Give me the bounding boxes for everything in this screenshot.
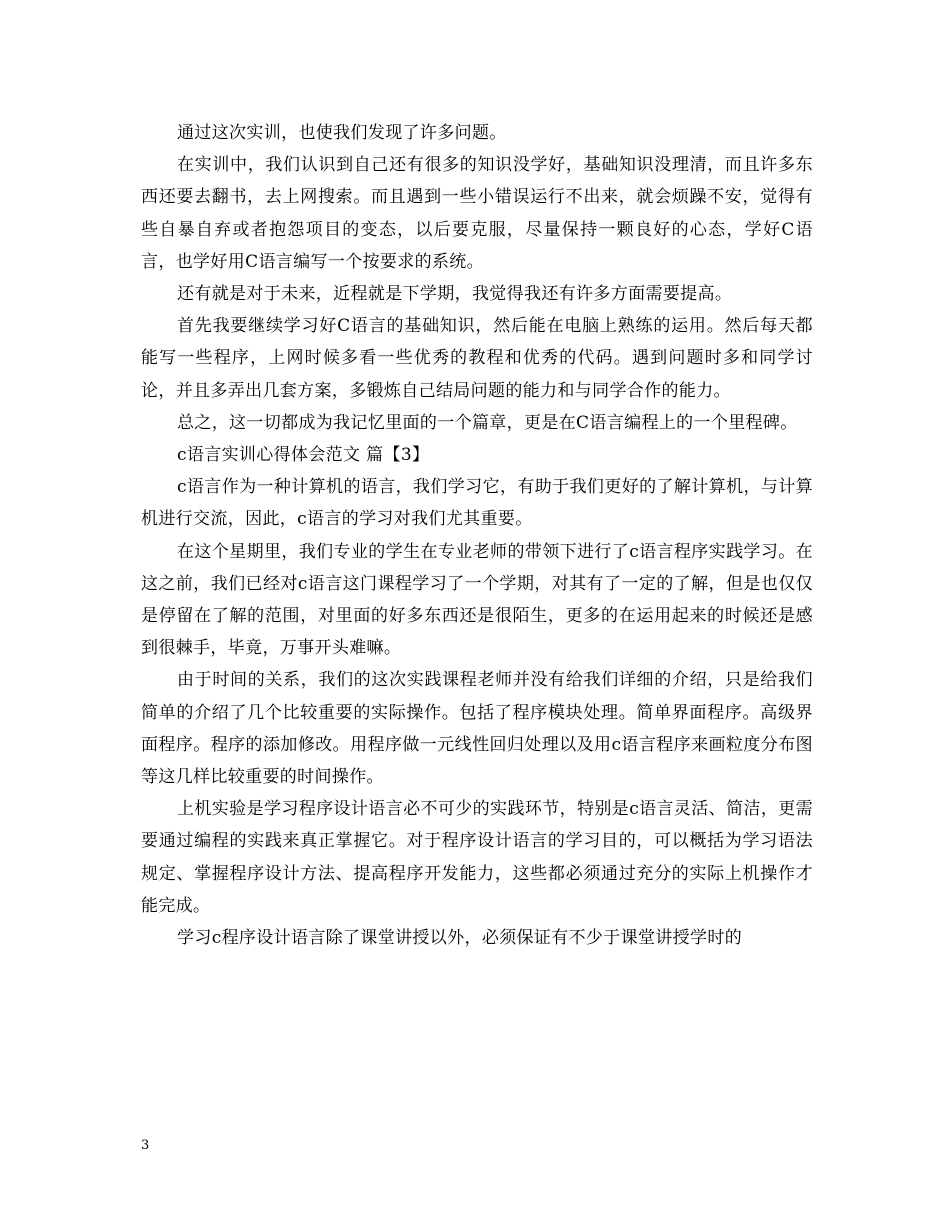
- paragraph: 上机实验是学习程序设计语言必不可少的实践环节，特别是c语言灵活、简洁，更需要通过编程的实践来真正掌握它。对于程序设计语言的学习目的，可以概括为学习语法规定、掌握程序设计方法、提高程序开发能力，这些都必须通过充分的实际上机操作才能完成。: [141, 799, 813, 916]
- paragraph: c语言作为一种计算机的语言，我们学习它，有助于我们更好的了解计算机，与计算机进行交流，因此，c语言的学习对我们尤其重要。: [141, 477, 813, 530]
- paragraph: 由于时间的关系，我们的这次实践课程老师并没有给我们详细的介绍，只是给我们简单的介绍了几个比较重要的实际操作。包括了程序模块处理。简单界面程序。高级界面程序。程序的添加修改。用程序做一元线性回归处理以及用c语言程序来画粒度分布图等这几样比较重要的时间操作。: [141, 670, 813, 788]
- paragraph: 总之，这一切都成为我记忆里面的一个篇章，更是在C语言编程上的一个里程碑。: [177, 412, 798, 433]
- paragraph: 学习c程序设计语言除了课堂讲授以外，必须保证有不少于课堂讲授学时的: [177, 928, 743, 949]
- paragraph: 通过这次实训，也使我们发现了许多问题。: [177, 123, 507, 143]
- section-heading: c语言实训心得体会范文 篇【3】: [177, 445, 430, 466]
- page-number: 3: [141, 1138, 150, 1153]
- paragraph: 在这个星期里，我们专业的学生在专业老师的带领下进行了c语言程序实践学习。在这之前，我们已经对c语言这门课程学习了一个学期，对其有了一定的了解，但是也仅仅是停留在了解的范围，对里面的好多东西还是很陌生，更多的在运用起来的时候还是感到很棘手，毕竟，万事开头难嘛。: [141, 541, 813, 659]
- paragraph: 首先我要继续学习好C语言的基础知识，然后能在电脑上熟练的运用。然后每天都能写一些程序，上网时候多看一些优秀的教程和优秀的代码。遇到问题时多和同学讨论，并且多弄出几套方案，多锻炼自己结局问题的能力和与同学合作的能力。: [141, 316, 813, 401]
- paragraph: 还有就是对于未来，近程就是下学期，我觉得我还有许多方面需要提高。: [177, 284, 733, 305]
- paragraph: 在实训中，我们认识到自己还有很多的知识没学好，基础知识没理清，而且许多东西还要去翻书，去上网搜索。而且遇到一些小错误运行不出来，就会烦躁不安，觉得有些自暴自弃或者抱怨项目的变态，以后要克服，尽量保持一颗良好的心态，学好C语言，也学好用C语言编写一个按要求的系统。: [141, 155, 813, 272]
- document-body: [141, 117, 813, 954]
